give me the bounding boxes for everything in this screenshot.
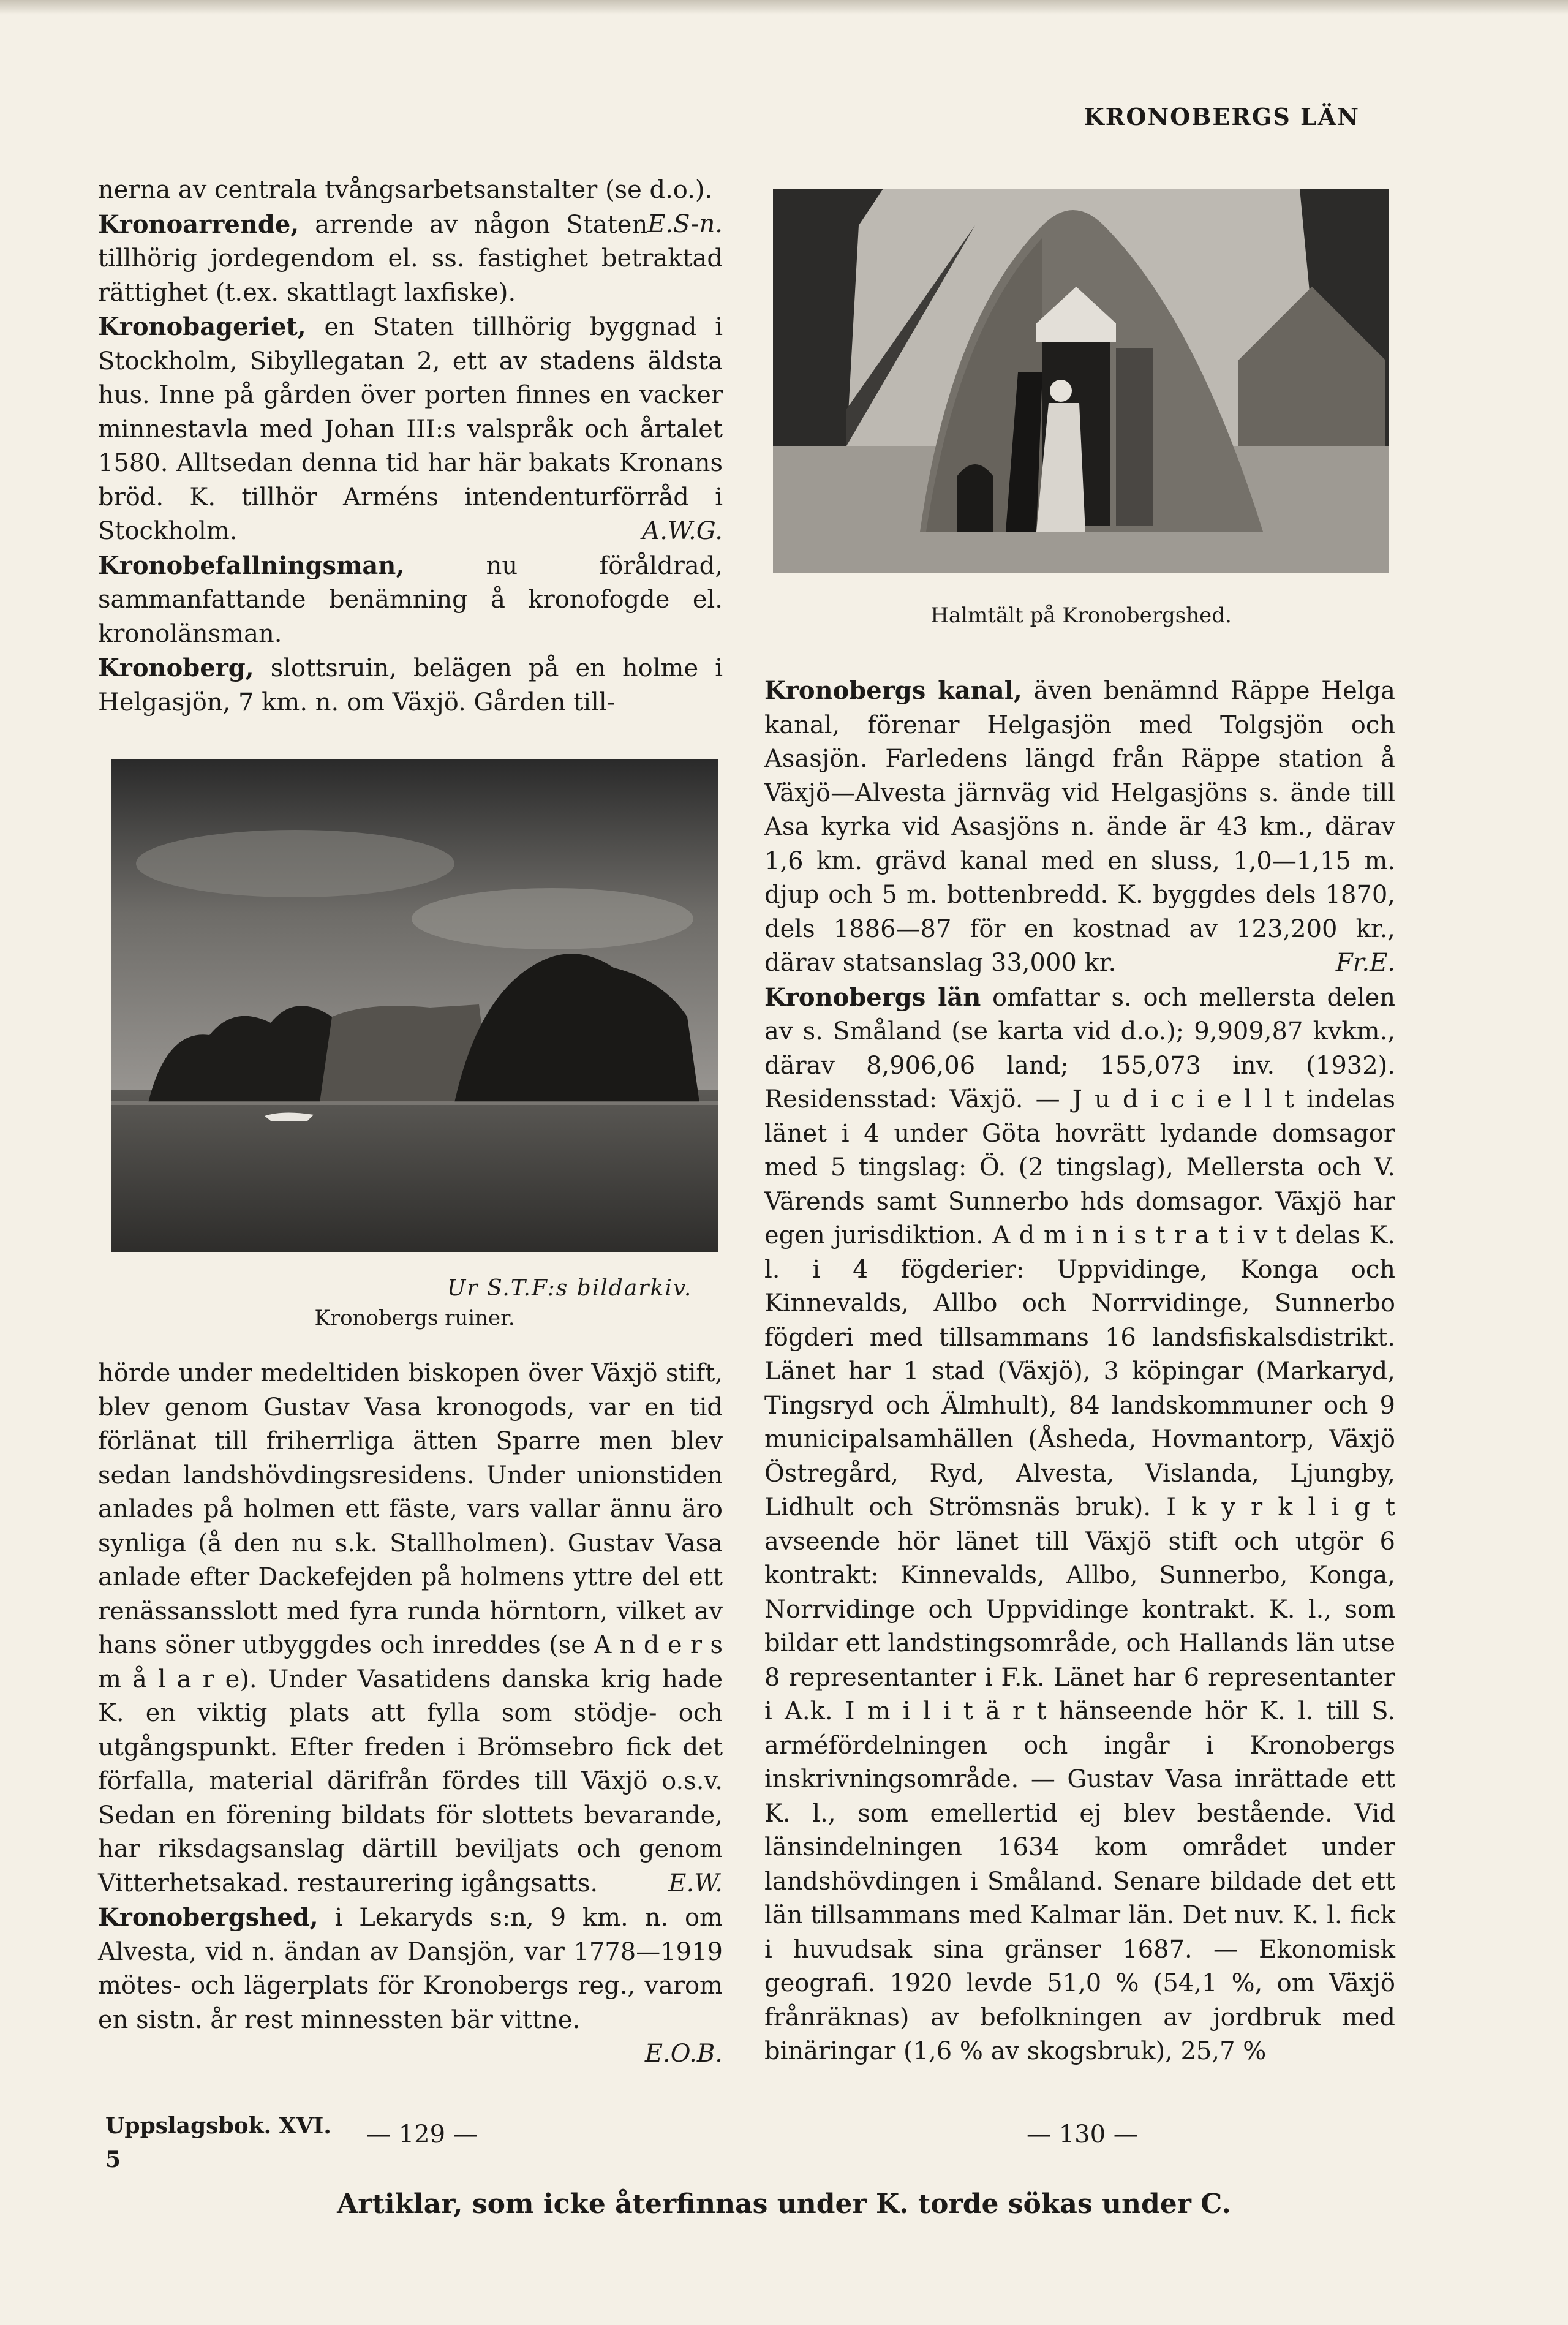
- entry-kronoarrende: Kronoarrende, arrende av någon Staten tillhörig jordegendom el. ss. fastighet betraktad rättighet (t.ex. skattlagt laxfiske).: [98, 209, 723, 307]
- tent-photo-image: [773, 189, 1389, 573]
- right-column: [764, 674, 1395, 2069]
- left-column-top: [98, 173, 723, 720]
- running-head: KRONOBERGS LÄN: [1084, 103, 1360, 130]
- entry-kronobefallningsman: Kronobefallningsman, nu föråldrad, sammanfattande benämning å kronofogde el. kronolänsman.: [98, 551, 723, 648]
- entry-kronoberg: Kronoberg, slottsruin, belägen på en holme i Helgasjön, 7 km. n. om Växjö. Gården till-: [98, 654, 723, 717]
- entry-kronoberg-continued: hörde under medeltiden biskopen över Växjö stift, blev genom Gustav Vasa kronogods, var en tid förlänat till friherrliga ätten Sparre men blev sedan landshövdingsresidens. Under unionstiden anlades på holmen ett fäste, vars vallar ännu äro synliga (å den nu s.k. Stallholmen). Gustav Vasa anlade efter Dackefejden på holmens yttre del ett renässansslott med fyra runda hörntorn, vilket av hans söner utbyggdes och inreddes (se A n d e r s m å l a r e). Under Vasatidens danska krig hade K. en viktig plats att fylla som stödje- och utgångspunkt. Efter freden i Brömsebro fick det förfalla, material därifrån fördes till Växjö o.s.v. Sedan en förening bildats för slottets bevarande, har riksdagsanslag därtill beviljats och genom Vitterhetsakad. restaurering igångsatts. E.W.: [98, 1359, 723, 1897]
- tent-photo-caption: Halmtält på Kronobergshed.: [930, 603, 1232, 628]
- castle-photo-image: [111, 759, 718, 1252]
- page-number-right: — 130 —: [1027, 2120, 1138, 2149]
- entry-kronobergshed: Kronobergshed, i Lekaryds s:n, 9 km. n. om Alvesta, vid n. ändan av Dansjön, var 1778—1919 mötes- och lägerplats för Kronobergs reg., varom en sistn. år rest minnessten bär vittne. E.O.B.: [98, 1903, 723, 2068]
- footer-book-title: Uppslagsbok. XVI.: [105, 2113, 331, 2139]
- entry-kronobageriet: Kronobageriet, en Staten tillhörig byggnad i Stockholm, Sibyllegatan 2, ett av stadens äldsta hus. Inne på gården över porten finnes en vacker minnestavla med Johan III:s valspråk och årtalet 1580. Alltsedan denna tid har här bakats Kronans bröd. K. tillhör Arméns intendenturförråd i Stockholm. A.W.G.: [98, 312, 723, 545]
- straw-tent-photo: [773, 189, 1389, 573]
- page-number-left: — 129 —: [366, 2120, 478, 2149]
- footer-sheet-number: 5: [105, 2147, 121, 2172]
- entry-kronobergs-lan: Kronobergs län omfattar s. och mellersta delen av s. Småland (se karta vid d.o.); 9,909,87 kvkm., därav 8,906,06 land; 155,073 inv. (1932). Residensstad: Växjö. — J u d i c i e l l t indelas länet i 4 under Göta hovrätt lydande domsagor med 5 tingslag: Ö. (2 tingslag), Mellersta och V. Värends samt Sunnerbo hds domsagor. Växjö har egen jurisdiktion. A d m i n i s t r a t i v t delas K. l. i 4 fögderier: Uppvidinge, Konga och Kinnevalds, Allbo och Norrvidinge, Sunnerbo fögderi med tillsammans 16 landsfiskalsdistrikt. Länet har 1 stad (Växjö), 3 köpingar (Markaryd, Tingsryd och Älmhult), 84 landskommuner och 9 municipalsamhällen (Åsheda, Hovmantorp, Växjö Östregård, Ryd, Alvesta, Vislanda, Ljungby, Lidhult och Strömsnäs bruk). I k y r k l i g t avseende hör länet till Växjö stift och utgör 6 kontrakt: Kinnevalds, Allbo, Sunnerbo, Konga, Norrvidinge och Uppvidinge kontrakt. K. l., som bildar ett landstingsområde, och Hallands län utse 8 representanter i F.k. Länet har 6 representanter i A.k. I m i l i t ä r t hänseende hör K. l. till S. arméfördelningen och ingår i Kronobergs inskrivningsområde. — Gustav Vasa inrättade ett K. l., som emellertid ej blev bestående. Vid länsindelningen 1634 kom området under landshövdingen i Småland. Senare bildade det ett län tillsammans med Kalmar län. Det nuv. K. l. fick i huvudsak sina gränser 1687. — Ekonomisk geografi. 1920 levde 51,0 % (54,1 %, om Växjö frånräknas) av befolkningen av jordbruk med binäringar (1,6 % av skogsbruk), 25,7 %: [764, 982, 1395, 2065]
- photo-credit: Ur S.T.F:s bildarkiv.: [447, 1276, 693, 1301]
- left-column-bottom: [98, 1357, 723, 2071]
- entry-paragraph: nerna av centrala tvångsarbetsanstalter (se d.o.). E.S-n.: [98, 176, 723, 238]
- cross-reference-note: Artiklar, som icke återfinnas under K. torde sökas under C.: [337, 2188, 1231, 2220]
- scan-edge-shadow: [0, 0, 1568, 15]
- castle-photo-caption: Kronobergs ruiner.: [314, 1306, 515, 1330]
- entry-kronobergs-kanal: Kronobergs kanal, även benämnd Räppe Helga kanal, förenar Helgasjön med Tolgsjön och Asasjön. Farledens längd från Räppe station å Växjö—Alvesta järnväg vid Helgasjöns s. ände till Asa kyrka vid Asasjöns n. ände är 43 km., därav 1,6 km. grävd kanal med en sluss, 1,0—1,15 m. djup och 5 m. bottenbredd. K. byggdes dels 1870, dels 1886—87 för en kostnad av 123,200 kr., därav statsanslag 33,000 kr. Fr.E.: [764, 676, 1395, 977]
- castle-ruins-photo: [111, 759, 718, 1252]
